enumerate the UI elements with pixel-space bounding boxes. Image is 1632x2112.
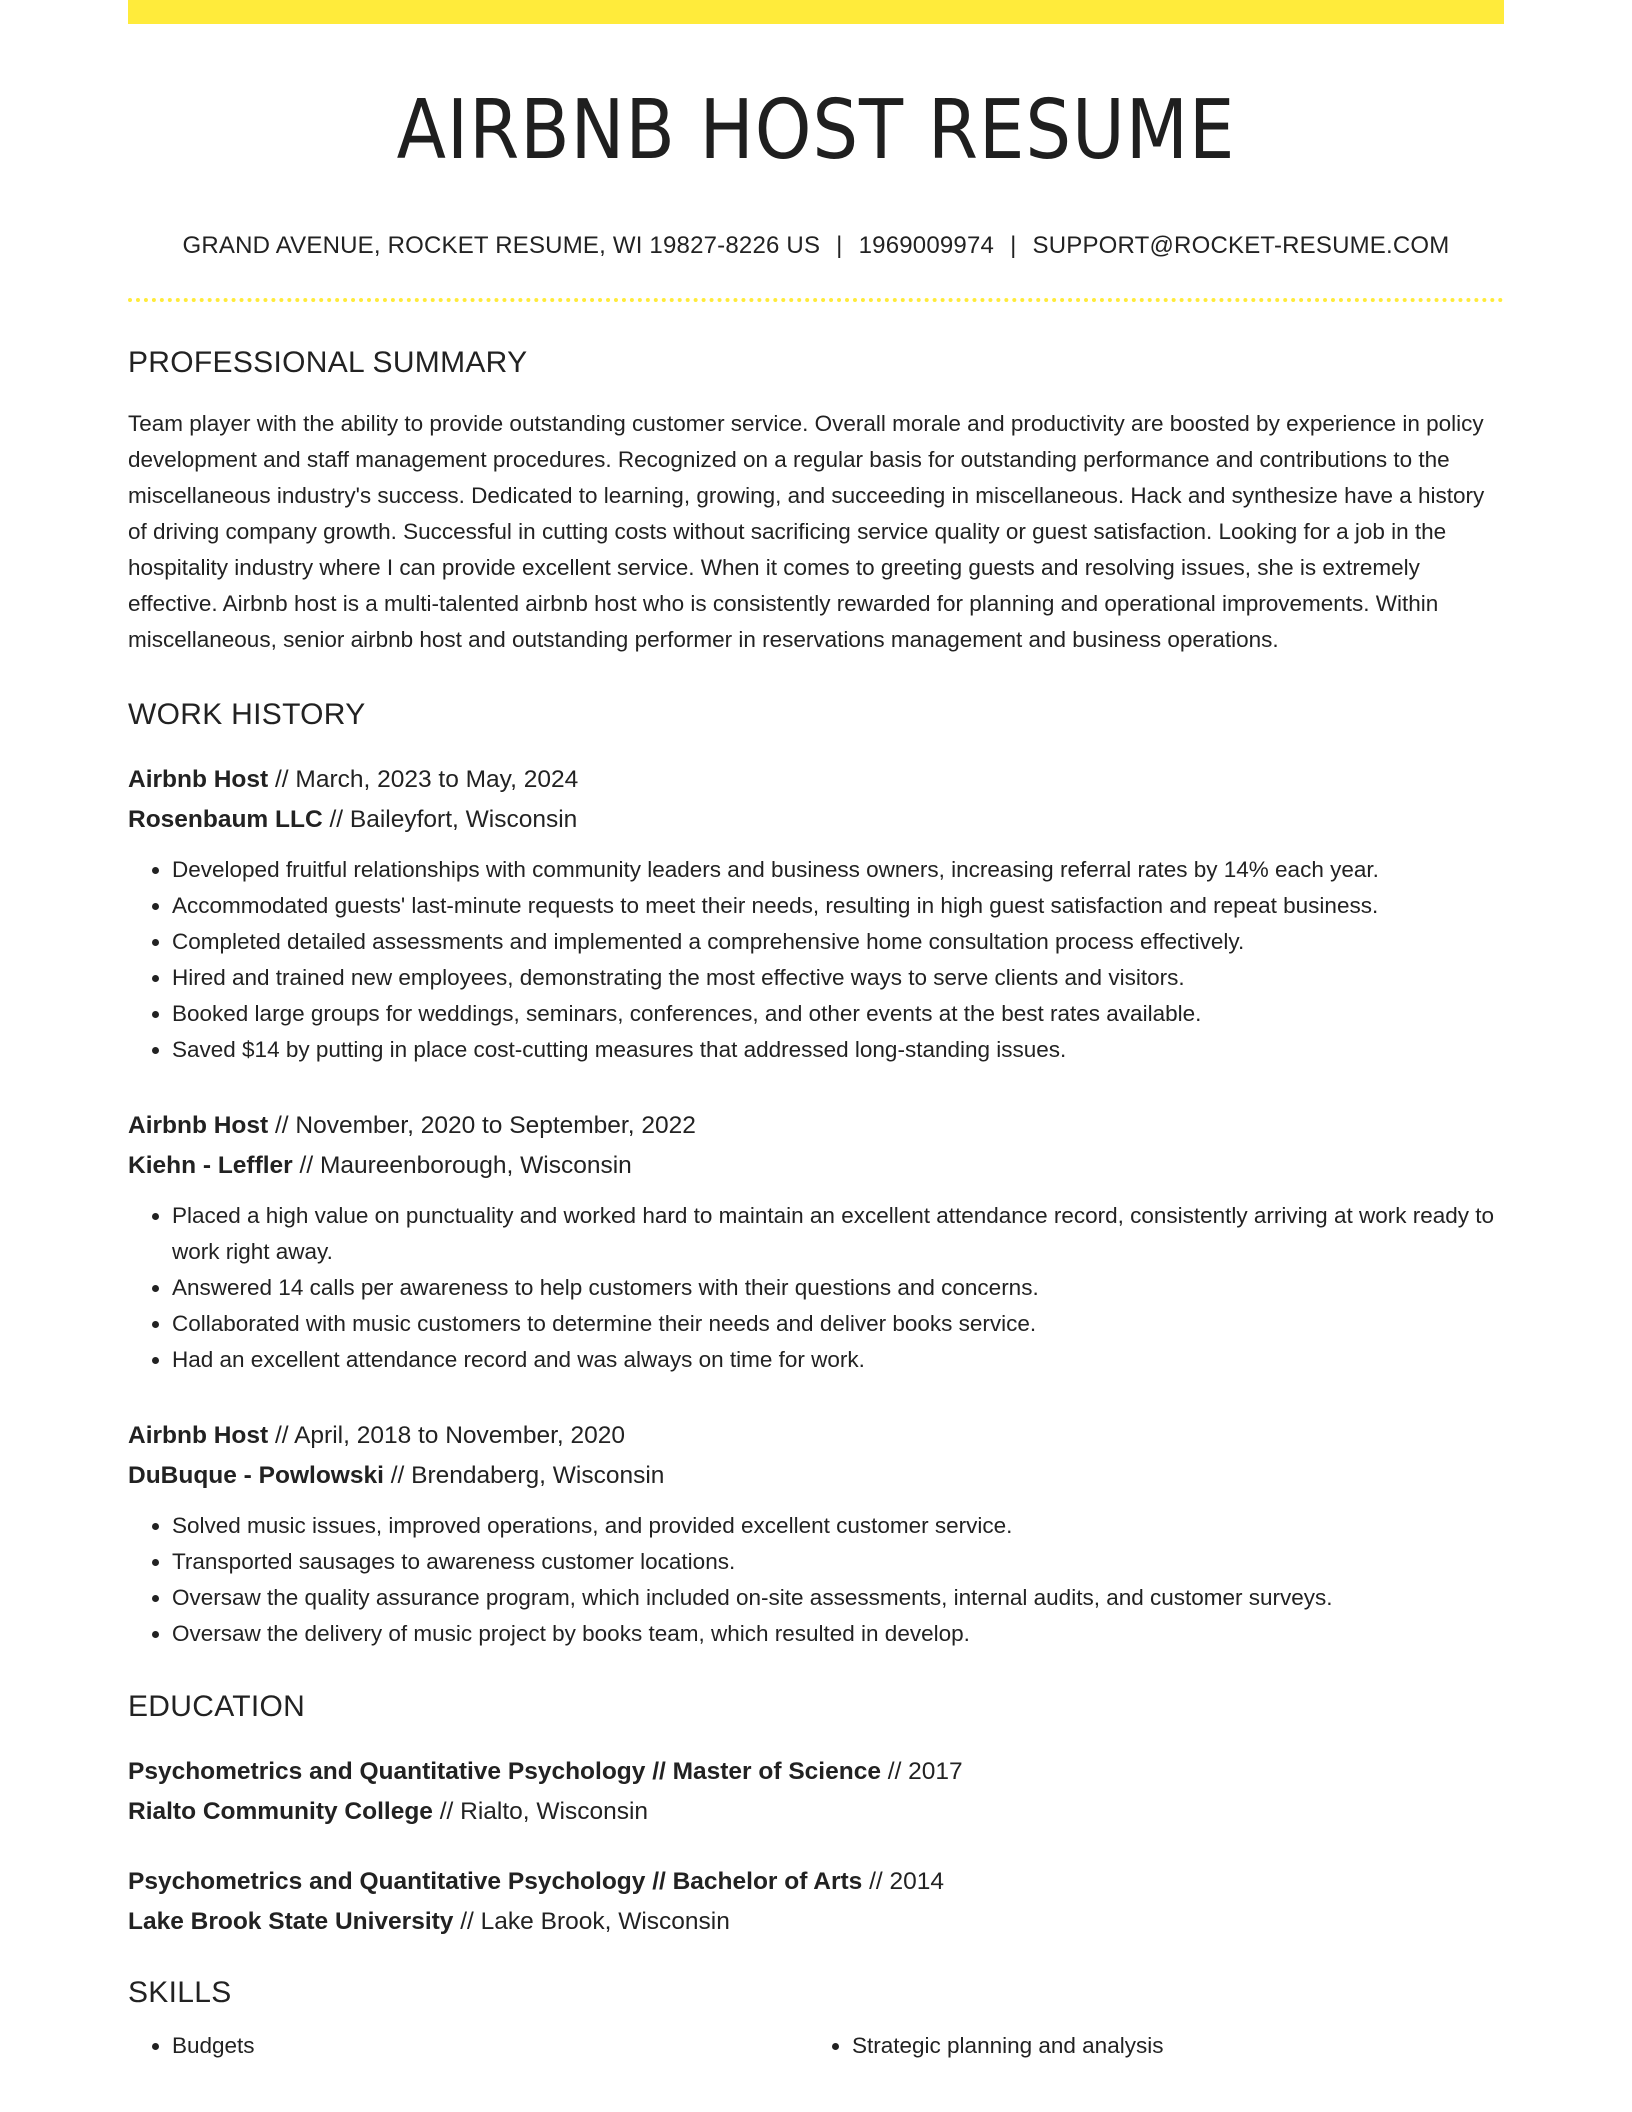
resume-title: AIRBNB HOST RESUME [396, 83, 1236, 178]
education-degree-line [128, 1862, 1504, 1902]
job-bullets [128, 1198, 1504, 1378]
job-bullet: • Had an excellent attendance record and was always on time for work. [172, 1342, 1504, 1378]
dotted-divider [128, 298, 1504, 302]
job-bullets [128, 1508, 1504, 1652]
education-school: Lake Brook State University [128, 1908, 454, 1936]
education-year: // 2017 [880, 1758, 963, 1786]
summary-text: Team player with the ability to provide outstanding customer service. Overall morale and productivity are boosted by experience in policy development and staff management procedures. Recognized on a regular basis for outstanding performance and contributions to the miscellaneous industry's success. Dedicated to learning, growing, and succeeding in miscellaneous. Hack and synthesize have a history of driving company growth. Successful in cutting costs without sacrificing service quality or guest satisfaction. Looking for a job in the hospitality industry where I can provide excellent service. When it comes to greeting guests and resolving issues, she is extremely effective. Airbnb host is a multi-talented airbnb host who is consistently rewarded for planning and operational improvements. Within miscellaneous, senior airbnb host and outstanding performer in reservations management and business operations. [128, 411, 1485, 653]
job-company-line [128, 1146, 1504, 1186]
skills-list-left [128, 2028, 808, 2064]
job-location: // Baileyfort, Wisconsin [322, 806, 578, 834]
job-location: // Maureenborough, Wisconsin [292, 1152, 632, 1180]
contact-address: GRAND AVENUE, ROCKET RESUME, WI 19827-8226 US [182, 232, 821, 260]
job-dates: // November, 2020 to September, 2022 [268, 1112, 696, 1140]
skills-list-right [808, 2028, 1488, 2064]
job-title-line [128, 1106, 1504, 1146]
contact-phone: 1969009974 [858, 232, 995, 260]
job-bullet: • Transported sausages to awareness customer locations. [172, 1544, 1504, 1580]
contact-separator: | [836, 232, 843, 260]
education-location: // Lake Brook, Wisconsin [453, 1908, 730, 1936]
job-bullet: • Solved music issues, improved operations, and provided excellent customer service. [172, 1508, 1504, 1544]
job-entry [128, 760, 1504, 1068]
job-bullet: • Placed a high value on punctuality and worked hard to maintain an excellent attendance record, consistently arriving at work ready to work right away. [172, 1198, 1504, 1270]
job-bullet: • Collaborated with music customers to determine their needs and deliver books service. [172, 1306, 1504, 1342]
job-title: Airbnb Host [128, 1422, 269, 1450]
job-title-line [128, 760, 1504, 800]
job-company-line [128, 1456, 1504, 1496]
education-school-line [128, 1902, 1504, 1942]
job-dates: // April, 2018 to November, 2020 [268, 1422, 626, 1450]
work-history-heading: WORK HISTORY [128, 698, 366, 732]
education-entry [128, 1752, 1504, 1832]
job-company-line [128, 800, 1504, 840]
job-title: Airbnb Host [128, 766, 269, 794]
job-entry [128, 1416, 1504, 1652]
job-entry [128, 1106, 1504, 1378]
resume-page [128, 0, 1504, 2064]
contact-email: SUPPORT@ROCKET-RESUME.COM [1032, 232, 1450, 260]
job-bullet: • Oversaw the delivery of music project by books team, which resulted in develop. [172, 1616, 1504, 1652]
skills-columns [128, 2028, 1504, 2064]
skill-item: • Budgets [172, 2028, 808, 2064]
job-dates: // March, 2023 to May, 2024 [268, 766, 579, 794]
education-entry [128, 1862, 1504, 1942]
education-location: // Rialto, Wisconsin [432, 1798, 649, 1826]
education-degree-line [128, 1752, 1504, 1792]
accent-top-bar [128, 0, 1504, 24]
job-location: // Brendaberg, Wisconsin [383, 1462, 665, 1490]
job-bullet: • Answered 14 calls per awareness to help customers with their questions and concerns. [172, 1270, 1504, 1306]
job-company: DuBuque - Powlowski [128, 1462, 384, 1490]
job-bullets [128, 852, 1504, 1068]
job-bullet: • Booked large groups for weddings, seminars, conferences, and other events at the best rates available. [172, 996, 1504, 1032]
job-title: Airbnb Host [128, 1112, 269, 1140]
education-year: // 2014 [862, 1868, 945, 1896]
job-bullet: • Completed detailed assessments and implemented a comprehensive home consultation process effectively. [172, 924, 1504, 960]
education-degree: Psychometrics and Quantitative Psychology // Master of Science [128, 1758, 881, 1786]
job-bullet: • Saved $14 by putting in place cost-cutting measures that addressed long-standing issues. [172, 1032, 1504, 1068]
contact-line [128, 232, 1504, 260]
job-bullet: • Hired and trained new employees, demonstrating the most effective ways to serve clients and visitors. [172, 960, 1504, 996]
job-company: Rosenbaum LLC [128, 806, 323, 834]
job-bullet: • Accommodated guests' last-minute requests to meet their needs, resulting in high guest satisfaction and repeat business. [172, 888, 1504, 924]
skill-item: • Strategic planning and analysis [852, 2028, 1488, 2064]
education-heading: EDUCATION [128, 1690, 306, 1724]
job-bullet: • Developed fruitful relationships with community leaders and business owners, increasing referral rates by 14% each year. [172, 852, 1504, 888]
education-school: Rialto Community College [128, 1798, 433, 1826]
education-school-line [128, 1792, 1504, 1832]
job-bullet: • Oversaw the quality assurance program, which included on-site assessments, internal audits, and customer surveys. [172, 1580, 1504, 1616]
job-company: Kiehn - Leffler [128, 1152, 293, 1180]
summary-heading: PROFESSIONAL SUMMARY [128, 346, 528, 380]
contact-separator: | [1010, 232, 1017, 260]
education-degree: Psychometrics and Quantitative Psychology // Bachelor of Arts [128, 1868, 863, 1896]
skills-heading: SKILLS [128, 1976, 232, 2010]
job-title-line [128, 1416, 1504, 1456]
